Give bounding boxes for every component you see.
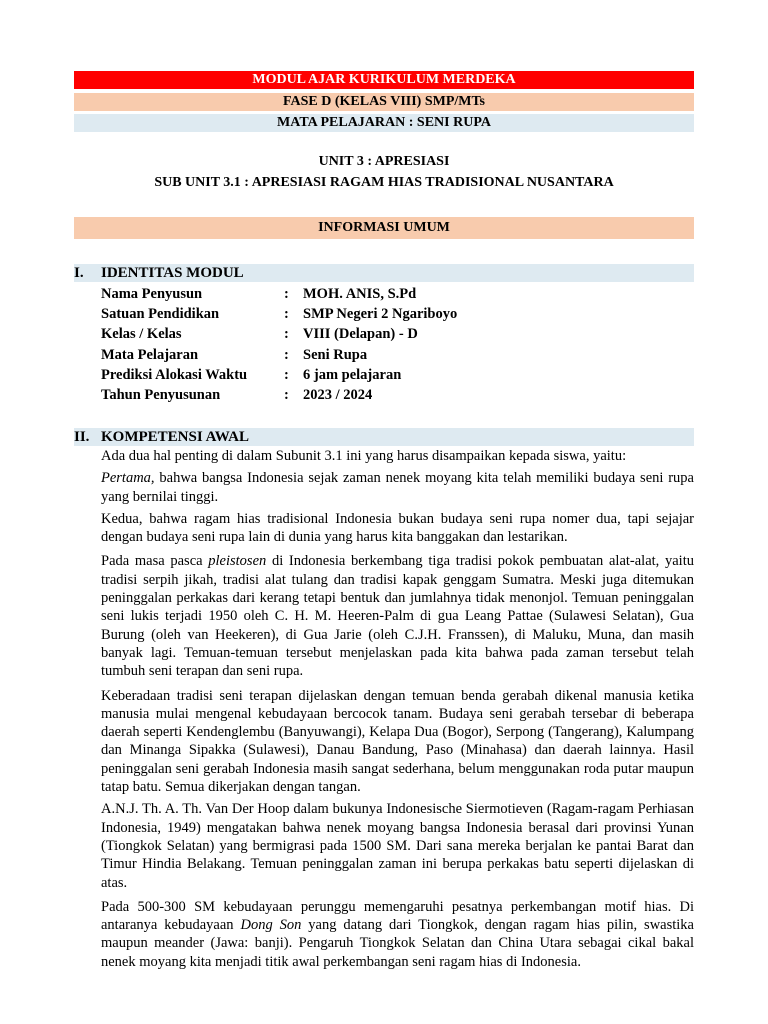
identity-value: SMP Negeri 2 Ngariboyo bbox=[303, 306, 458, 322]
unit-title: UNIT 3 : APRESIASI bbox=[318, 154, 450, 169]
identity-value: MOH. ANIS, S.Pd bbox=[303, 286, 417, 302]
paragraph-text: Pada 500-300 SM kebudayaan perunggu memengaruhi pesatnya perkembangan motif hias. Di antaranya kebudayaan bbox=[101, 898, 694, 934]
sub-unit-title: SUB UNIT 3.1 : APRESIASI RAGAM HIAS TRADISIONAL NUSANTARA bbox=[154, 175, 614, 190]
info-heading: INFORMASI UMUM bbox=[74, 217, 694, 239]
section-number: I. bbox=[74, 265, 84, 281]
paragraph: Ada dua hal penting di dalam Subunit 3.1 ini yang harus disampaikan kepada siswa, yaitu: bbox=[101, 448, 627, 464]
emphasis: Dong Son bbox=[240, 917, 302, 934]
identity-label: Nama Penyusun bbox=[101, 286, 203, 302]
identity-value: 6 jam pelajaran bbox=[303, 367, 402, 383]
kompetensi-body bbox=[101, 447, 694, 975]
identity-value: VIII (Delapan) - D bbox=[303, 326, 418, 342]
emphasis: Pertama, bbox=[101, 470, 155, 487]
phase-band: FASE D (KELAS VIII) SMP/MTs bbox=[74, 93, 694, 111]
paragraph-text: bahwa bangsa Indonesia sejak zaman nenek moyang kita telah memiliki budaya seni rupa yang bernilai tinggi. bbox=[101, 470, 694, 505]
section-identitas-heading bbox=[74, 264, 694, 282]
identity-row bbox=[101, 365, 691, 385]
section-number: II. bbox=[74, 429, 90, 445]
identity-value: Seni Rupa bbox=[303, 347, 368, 363]
identity-colon: : bbox=[284, 347, 289, 363]
paragraph bbox=[101, 898, 694, 971]
identity-row bbox=[101, 304, 691, 324]
identity-label: Satuan Pendidikan bbox=[101, 306, 220, 322]
paragraph: A.N.J. Th. A. Th. Van Der Hoop dalam bukunya Indonesische Siermotieven (Ragam-ragam Perhiasan Indonesia, 1949) mengatakan bahwa nenek moyang bangsa Indonesia berasal dari provinsi Yunan (Tiongkok Selatan) yang bermigrasi pada 1500 SM. Dari sana mereka berjalan ke pantai Barat dan Timur Hindia Belakang. Temuan peninggalan zaman ini berupa perkakas batu seperti dijelaskan di atas. bbox=[101, 801, 694, 891]
identity-colon: : bbox=[284, 306, 289, 322]
identity-label: Mata Pelajaran bbox=[101, 347, 199, 363]
paragraph-text: di Indonesia berkembang tiga tradisi pokok pembuatan alat-alat, yaitu tradisi serpih jikah, tradisi alat tulang dan tradisi kapak genggam Sumatra. Meski juga ditemukan peninggalan perkakas dari kerang tetapi bentuk dan jumlahnya tidak menonjol. Temuan peninggalan seni lukis terjadi 1950 oleh C. H. M. Heeren-Palm di gua Leang Pattae (Sulawesi Selatan), Gua Burung (oleh van Heekeren), di Gua Jarie (oleh C.J.H. Franssen), di Maluku, Muna, dan masih banyak lagi. Temuan-temuan tersebut menjelaskan pada kita bahwa pada zaman tersebut telah tumbuh seni terapan dan seni rupa. bbox=[101, 553, 694, 680]
section-title: IDENTITAS MODUL bbox=[101, 265, 244, 281]
section-title: KOMPETENSI AWAL bbox=[101, 429, 249, 445]
emphasis: pleistosen bbox=[208, 553, 267, 570]
identity-value: 2023 / 2024 bbox=[303, 387, 373, 403]
paragraph-text: Pada masa pasca bbox=[101, 553, 209, 570]
paragraph-text: yang datang dari Tiongkok, dengan ragam hias pilin, swastika maupun meander (Jawa: banji). Pengaruh Tiongkok Selatan dan China Utara sebagai cikal bakal nenek moyang kita menjadi titik awal perkembangan seni ragam hias di Indonesia. bbox=[101, 917, 694, 970]
identity-colon: : bbox=[284, 367, 289, 383]
identity-row bbox=[101, 345, 691, 365]
subject-band: MATA PELAJARAN : SENI RUPA bbox=[74, 114, 694, 132]
module-title-band: MODUL AJAR KURIKULUM MERDEKA bbox=[74, 71, 694, 89]
identity-colon: : bbox=[284, 286, 289, 302]
paragraph: Keberadaan tradisi seni terapan dijelaskan dengan temuan benda gerabah dikenal manusia ketika manusia mulai mengenal kebudayaan bercocok tanam. Budaya seni gerabah tersebar di beberapa daerah seperti Kendenglembu (Banyuwangi), Kelapa Dua (Bogor), Serpong (Tangerang), Kalumpang dan Minanga Sipakka (Sulawesi), Danau Bandung, Paso (Minahasa) dan daerah lainnya. Hasil peninggalan seni gerabah Indonesia masih sangat sederhana, belum menggunakan roda putar maupun tatap batu. Semua dikerjakan dengan tangan. bbox=[101, 687, 694, 796]
identity-colon: : bbox=[284, 387, 289, 403]
identity-label: Kelas / Kelas bbox=[101, 326, 182, 342]
identity-label: Tahun Penyusunan bbox=[101, 387, 221, 403]
paragraph bbox=[101, 469, 694, 506]
paragraph: Kedua, bahwa ragam hias tradisional Indonesia bukan budaya seni rupa nomer dua, tapi sejajar dengan budaya seni rupa lain di dunia yang harus kita banggakan dan lestarikan. bbox=[101, 510, 694, 546]
section-kompetensi-heading bbox=[74, 428, 694, 446]
identity-label: Prediksi Alokasi Waktu bbox=[101, 367, 248, 383]
identity-row bbox=[101, 284, 691, 304]
identity-colon: : bbox=[284, 326, 289, 342]
identity-row bbox=[101, 324, 691, 344]
paragraph bbox=[101, 552, 694, 680]
identity-row bbox=[101, 385, 691, 405]
